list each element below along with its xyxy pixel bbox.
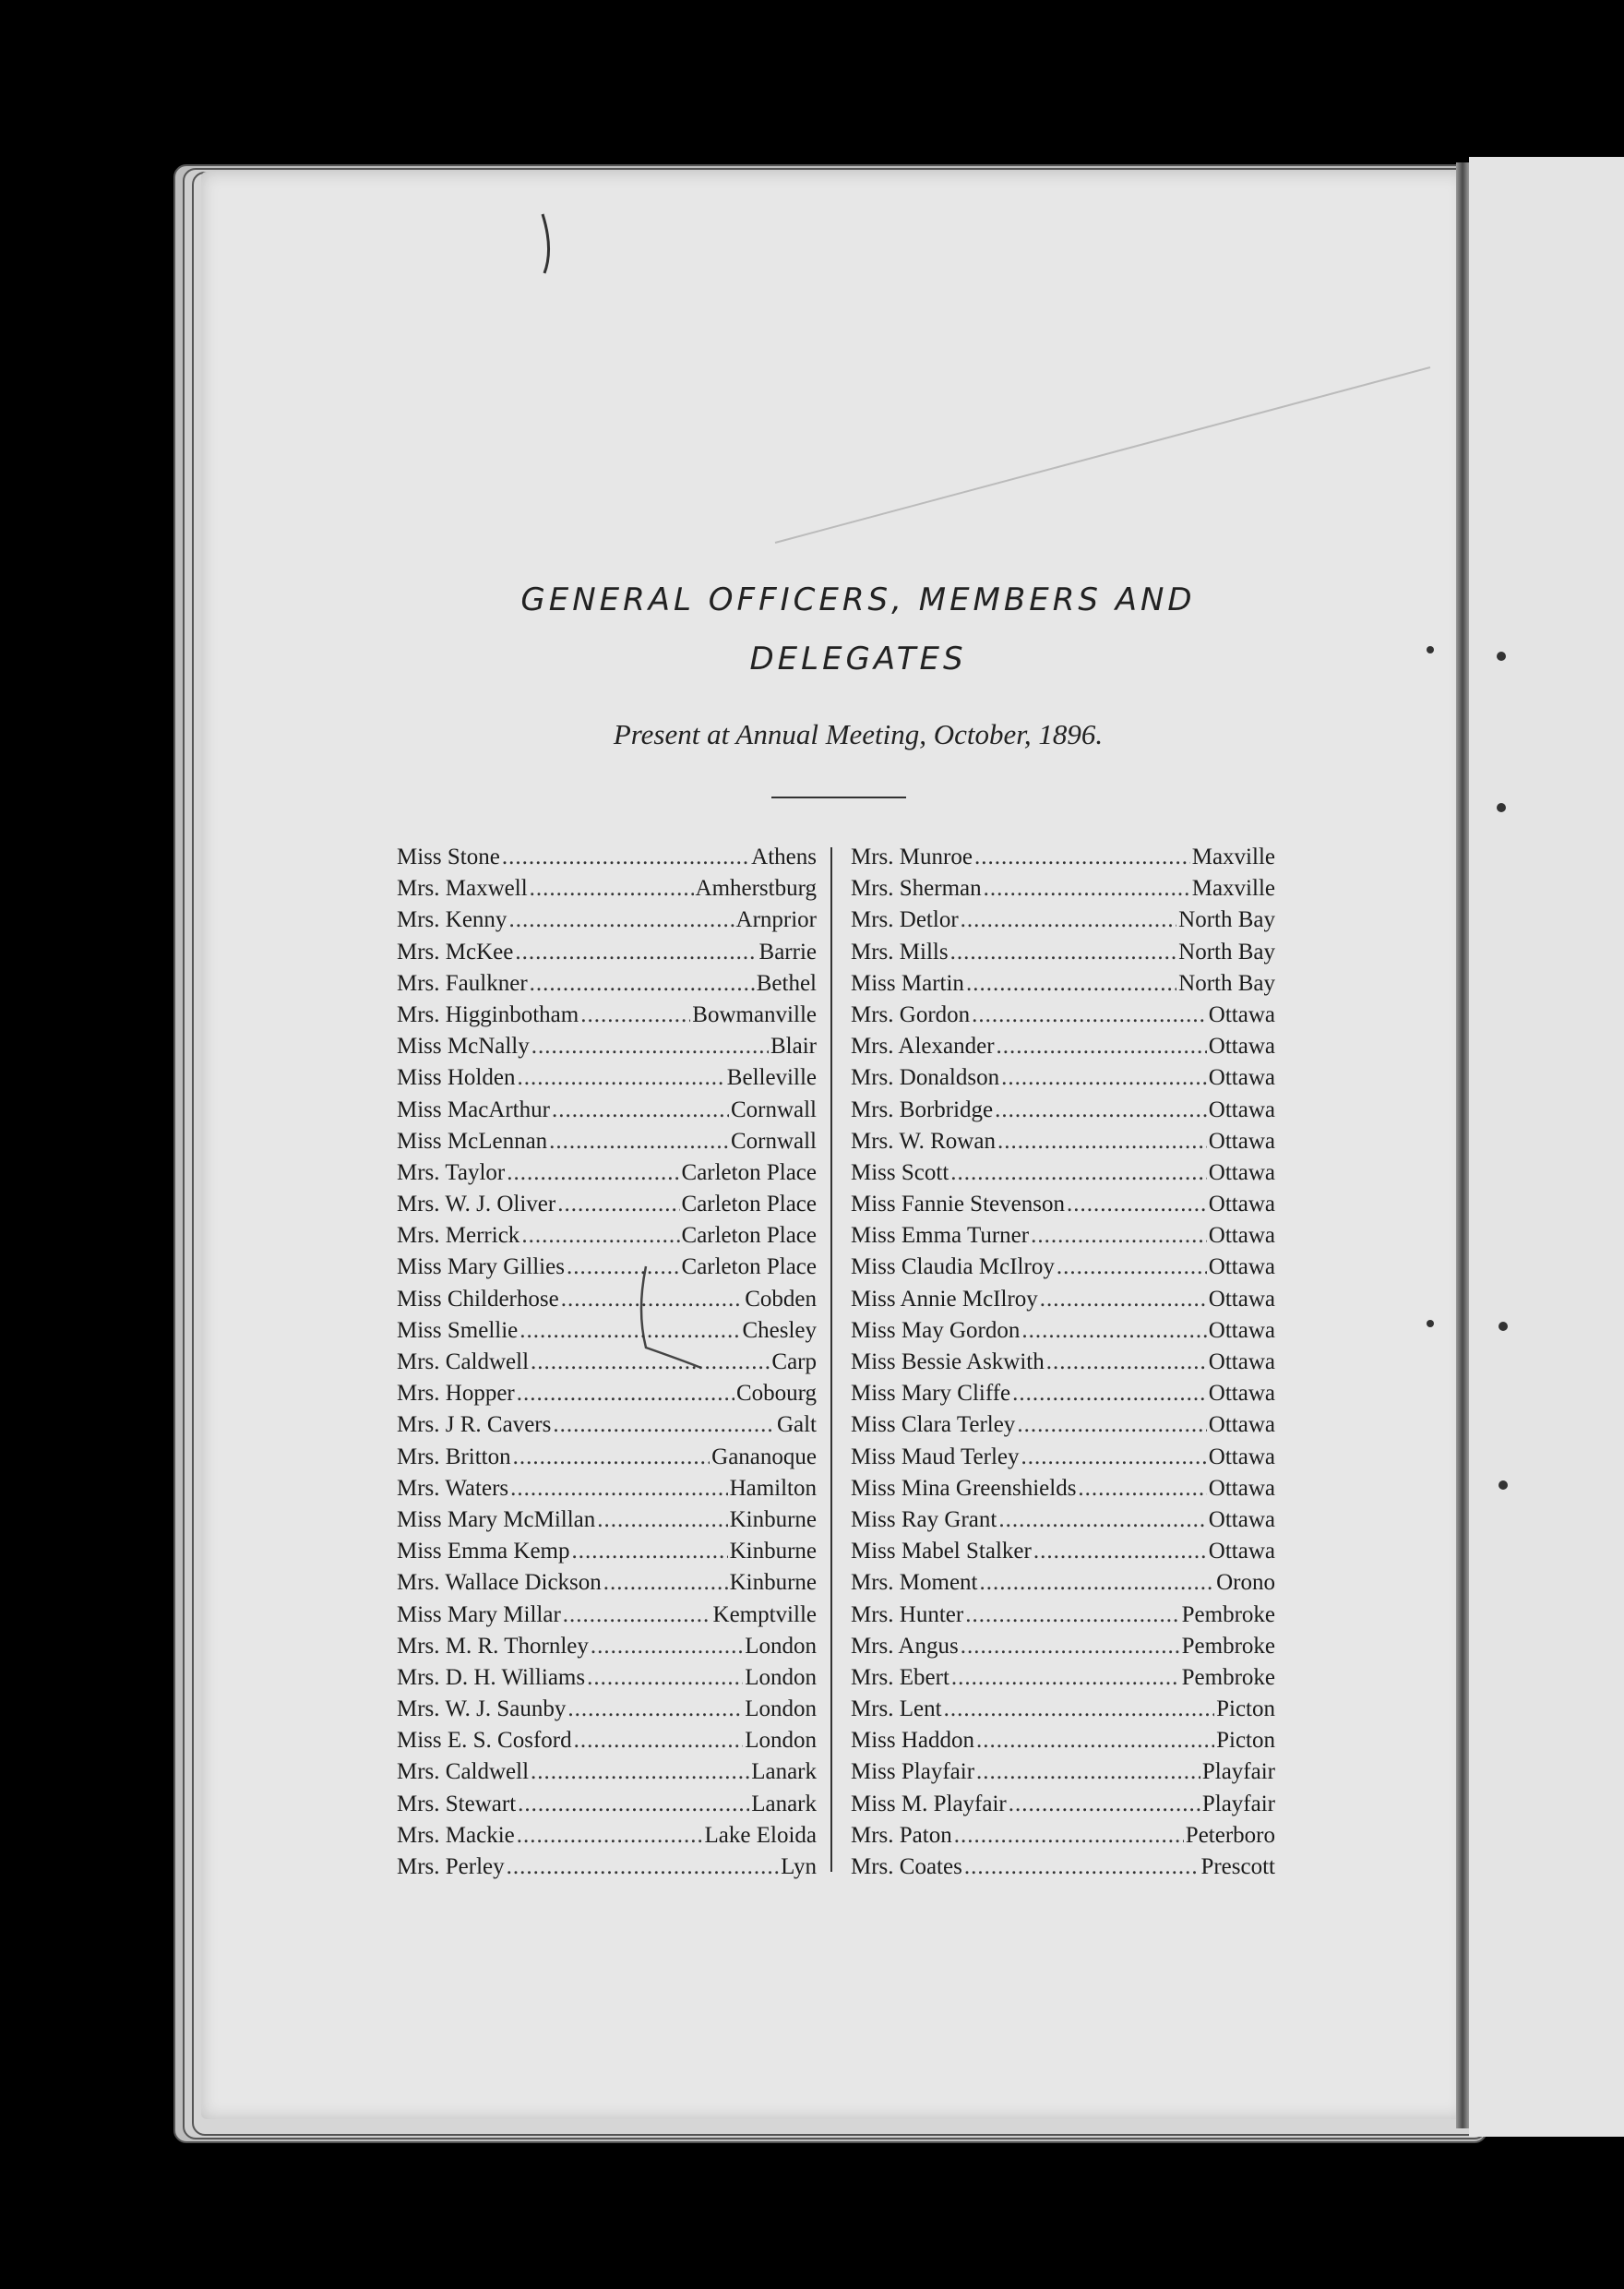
list-item (397, 1126, 817, 1157)
dot-leader (1012, 1378, 1207, 1409)
dot-leader (1040, 1284, 1207, 1315)
member-place: Galt (776, 1412, 817, 1438)
member-name: Mrs. Britton (397, 1444, 511, 1469)
dot-leader (1067, 1189, 1207, 1220)
member-place: Cobourg (735, 1381, 817, 1407)
member-name: Mrs. Kenny (397, 907, 508, 933)
list-item (397, 1000, 817, 1031)
dot-leader (530, 968, 755, 1000)
member-name: Miss McLennan (397, 1128, 548, 1154)
dot-leader (944, 1694, 1214, 1725)
list-item (397, 1600, 817, 1631)
member-name: Miss Mary Gillies (397, 1254, 565, 1280)
dot-leader (972, 1000, 1207, 1031)
list-item (851, 1820, 1275, 1852)
dot-leader (531, 1031, 769, 1062)
member-place: Chesley (742, 1317, 817, 1343)
member-place: Lake Eloida (704, 1822, 817, 1848)
dot-leader (966, 968, 1176, 1000)
facing-page-edge (1469, 157, 1624, 2137)
list-item (851, 937, 1275, 968)
member-place: Bethel (756, 970, 817, 996)
member-place: Carleton Place (681, 1254, 817, 1280)
member-name: Mrs. Paton (851, 1822, 952, 1848)
member-name: Mrs. Alexander (851, 1034, 995, 1060)
member-name: Miss Annie McIlroy (851, 1286, 1038, 1312)
list-item (851, 1725, 1275, 1756)
member-place: Playfair (1201, 1759, 1275, 1785)
dot-leader (976, 1725, 1214, 1756)
dot-leader (572, 1536, 728, 1567)
list-item (397, 1694, 817, 1725)
list-item (397, 1095, 817, 1126)
member-name: Mrs. D. H. Williams (397, 1664, 586, 1690)
member-place: Carp (771, 1349, 817, 1374)
list-item (397, 1536, 817, 1567)
member-name: Mrs. Waters (397, 1475, 509, 1501)
member-place: Hamilton (729, 1475, 817, 1501)
list-item (851, 968, 1275, 1000)
member-name: Miss Fannie Stevenson (851, 1192, 1065, 1217)
member-place: Peterboro (1185, 1822, 1275, 1848)
page-title-line-1: GENERAL OFFICERS, MEMBERS AND (520, 581, 1196, 618)
list-item (851, 1189, 1275, 1220)
list-item (851, 1252, 1275, 1283)
dot-leader (531, 1347, 770, 1378)
member-place: Ottawa (1208, 1349, 1275, 1374)
member-name: Mrs. Maxwell (397, 876, 528, 902)
member-name: Mrs. J R. Cavers (397, 1412, 552, 1438)
member-place: Picton (1216, 1696, 1275, 1722)
dot-leader (976, 1756, 1200, 1788)
list-item (851, 1157, 1275, 1189)
dot-leader (530, 873, 694, 905)
member-place: Cornwall (730, 1128, 817, 1154)
list-item (851, 1852, 1275, 1883)
member-place: Gananoque (711, 1444, 817, 1469)
dot-leader (974, 842, 1190, 873)
dot-leader (580, 1000, 690, 1031)
member-name: Mrs. Detlor (851, 907, 959, 933)
list-item (851, 1504, 1275, 1536)
member-place: Lyn (781, 1854, 817, 1879)
page-title-line-2: DELEGATES (749, 641, 967, 677)
member-name: Miss Mary McMillan (397, 1506, 596, 1532)
member-name: Miss Stone (397, 845, 500, 869)
dot-leader (563, 1600, 711, 1631)
member-place: Prescott (1200, 1854, 1275, 1879)
column-divider (830, 847, 832, 1872)
dot-leader (961, 905, 1176, 936)
member-place: London (745, 1664, 817, 1690)
member-place: Ottawa (1208, 1223, 1275, 1249)
dot-leader (502, 842, 749, 873)
member-name: Mrs. Faulkner (397, 970, 528, 996)
dot-leader (517, 1820, 703, 1852)
member-place: Bowmanville (692, 1001, 817, 1027)
dot-leader (518, 1789, 749, 1820)
list-item (397, 842, 817, 873)
member-place: Ottawa (1208, 1286, 1275, 1312)
dot-leader (521, 1220, 679, 1252)
dot-leader (950, 1157, 1207, 1189)
dot-leader (1033, 1536, 1207, 1567)
list-item (851, 1095, 1275, 1126)
list-item (397, 968, 817, 1000)
list-item (397, 1284, 817, 1315)
member-place: Amherstburg (695, 876, 817, 902)
dot-leader (980, 1567, 1215, 1599)
dot-leader (567, 1252, 680, 1283)
dot-leader (1057, 1252, 1207, 1283)
dot-leader (553, 1409, 775, 1441)
member-name: Miss Smellie (397, 1317, 519, 1343)
dot-leader (591, 1631, 743, 1662)
member-name: Miss Holden (397, 1065, 516, 1091)
member-place: London (745, 1728, 817, 1754)
list-item (397, 1442, 817, 1473)
list-item (397, 1347, 817, 1378)
member-place: London (745, 1696, 817, 1722)
list-item (851, 1000, 1275, 1031)
list-item (851, 1347, 1275, 1378)
dot-leader (552, 1095, 729, 1126)
member-name: Mrs. Mackie (397, 1822, 515, 1848)
dot-leader (1021, 1442, 1207, 1473)
member-name: Mrs. Hopper (397, 1381, 515, 1407)
list-item (397, 1252, 817, 1283)
dot-leader (507, 1157, 679, 1189)
member-place: Ottawa (1208, 1128, 1275, 1154)
member-place: Blair (770, 1034, 817, 1060)
list-item (397, 1315, 817, 1347)
member-name: Miss Scott (851, 1159, 949, 1185)
member-place: Ottawa (1208, 1444, 1275, 1469)
list-item (851, 1694, 1275, 1725)
member-name: Miss Martin (851, 970, 964, 996)
dot-leader (1001, 1062, 1207, 1094)
member-name: Miss Playfair (851, 1759, 975, 1785)
dot-leader (1031, 1220, 1207, 1252)
dot-leader (574, 1725, 744, 1756)
member-name: Miss Claudia McIlroy (851, 1254, 1055, 1280)
list-item (397, 1756, 817, 1788)
member-place: Arnprior (735, 907, 817, 933)
dot-leader (513, 1442, 710, 1473)
dot-leader (964, 1852, 1200, 1883)
member-name: Miss Mary Cliffe (851, 1381, 1011, 1407)
dot-leader (531, 1756, 749, 1788)
member-place: Picton (1216, 1728, 1275, 1754)
member-place: North Bay (1178, 907, 1275, 933)
dot-leader (519, 1315, 740, 1347)
member-place: Lanark (751, 1791, 817, 1816)
member-place: North Bay (1178, 939, 1275, 965)
member-place: Carleton Place (681, 1192, 817, 1217)
list-item (851, 1284, 1275, 1315)
dot-leader (1009, 1789, 1200, 1820)
list-item (851, 1567, 1275, 1599)
member-place: Pembroke (1181, 1664, 1275, 1690)
list-item (397, 905, 817, 936)
list-item (397, 1409, 817, 1441)
list-item (397, 937, 817, 968)
list-item (851, 1662, 1275, 1694)
list-item (851, 1062, 1275, 1094)
list-item (851, 1031, 1275, 1062)
list-item (397, 1852, 817, 1883)
member-name: Miss Ray Grant (851, 1506, 997, 1532)
dot-leader (510, 1473, 727, 1504)
dot-leader (1046, 1347, 1207, 1378)
member-name: Miss Mabel Stalker (851, 1539, 1032, 1564)
member-name: Mrs. Donaldson (851, 1065, 1000, 1091)
member-name: Mrs. Caldwell (397, 1759, 530, 1785)
member-name: Miss MacArthur (397, 1097, 550, 1122)
member-place: Cobden (745, 1286, 817, 1312)
member-name: Mrs. Hunter (851, 1601, 964, 1627)
member-place: Lanark (751, 1759, 817, 1785)
dot-leader (561, 1284, 744, 1315)
member-list-left (397, 842, 817, 1883)
member-place: Orono (1216, 1570, 1275, 1596)
member-name: Mrs. Ebert (851, 1664, 949, 1690)
member-place: Maxville (1191, 876, 1275, 902)
list-item (851, 1473, 1275, 1504)
list-item (851, 1789, 1275, 1820)
list-item (397, 1631, 817, 1662)
member-name: Mrs. Mills (851, 939, 949, 965)
list-item (397, 1662, 817, 1694)
member-name: Mrs. Caldwell (397, 1349, 530, 1374)
dot-leader (961, 1631, 1180, 1662)
dot-leader (549, 1126, 729, 1157)
member-name: Mrs. Taylor (397, 1159, 506, 1185)
member-place: Belleville (726, 1065, 817, 1091)
dot-leader (951, 1662, 1180, 1694)
dot-leader (557, 1189, 679, 1220)
member-name: Mrs. Moment (851, 1570, 978, 1596)
member-name: Mrs. Merrick (397, 1223, 520, 1249)
dot-leader (1021, 1315, 1206, 1347)
member-name: Mrs. McKee (397, 939, 514, 965)
list-item (397, 873, 817, 905)
ink-spot (1427, 1320, 1434, 1327)
member-name: Miss Emma Turner (851, 1223, 1030, 1249)
dot-leader (508, 905, 734, 936)
ink-spot (1497, 803, 1506, 812)
list-item (397, 1157, 817, 1189)
document-page (201, 172, 1465, 2119)
list-item (397, 1789, 817, 1820)
member-name: Mrs. Munroe (851, 845, 973, 869)
member-place: Ottawa (1208, 1412, 1275, 1438)
dot-leader (995, 1095, 1207, 1126)
list-item (851, 842, 1275, 873)
member-place: Ottawa (1208, 1159, 1275, 1185)
dot-leader (567, 1694, 743, 1725)
list-item (397, 1504, 817, 1536)
member-place: Carleton Place (681, 1159, 817, 1185)
member-name: Miss Emma Kemp (397, 1539, 570, 1564)
ink-spot (1499, 1480, 1508, 1490)
list-item (851, 1409, 1275, 1441)
list-item (397, 1378, 817, 1409)
member-name: Mrs. W. J. Saunby (397, 1696, 567, 1722)
dot-leader (950, 937, 1177, 968)
member-name: Miss Maud Terley (851, 1444, 1020, 1469)
dot-leader (517, 1062, 724, 1094)
member-place: Ottawa (1208, 1192, 1275, 1217)
list-item (397, 1473, 817, 1504)
dot-leader (587, 1662, 743, 1694)
member-place: Ottawa (1208, 1065, 1275, 1091)
member-place: Kinburne (729, 1570, 817, 1596)
member-name: Miss May Gordon (851, 1317, 1021, 1343)
list-item (851, 1756, 1275, 1788)
ink-spot (1499, 1322, 1508, 1331)
member-name: Mrs. M. R. Thornley (397, 1633, 589, 1659)
member-place: Barrie (758, 939, 817, 965)
list-item (397, 1725, 817, 1756)
member-place: Kinburne (729, 1539, 817, 1564)
member-name: Mrs. W. Rowan (851, 1128, 996, 1154)
list-item (851, 1536, 1275, 1567)
member-place: Ottawa (1208, 1506, 1275, 1532)
list-item (851, 1126, 1275, 1157)
member-name: Miss McNally (397, 1034, 530, 1060)
page-subtitle: Present at Annual Meeting, October, 1896. (613, 718, 1104, 750)
member-place: Ottawa (1208, 1475, 1275, 1501)
member-name: Miss Clara Terley (851, 1412, 1016, 1438)
member-name: Miss E. S. Cosford (397, 1728, 572, 1754)
list-item (397, 1189, 817, 1220)
member-name: Miss Haddon (851, 1728, 975, 1754)
book-gutter (1456, 162, 1469, 2128)
dot-leader (1078, 1473, 1206, 1504)
member-name: Mrs. Borbridge (851, 1097, 994, 1122)
member-place: Ottawa (1208, 1317, 1275, 1343)
list-item (851, 1378, 1275, 1409)
dot-leader (984, 873, 1190, 905)
member-place: Pembroke (1181, 1601, 1275, 1627)
member-name: Miss Mina Greenshields (851, 1475, 1077, 1501)
member-list-right (851, 842, 1275, 1883)
member-place: Ottawa (1208, 1034, 1275, 1060)
title-rule (771, 797, 906, 798)
dot-leader (603, 1567, 728, 1599)
list-item (851, 905, 1275, 936)
member-name: Mrs. Coates (851, 1854, 962, 1879)
member-place: North Bay (1178, 970, 1275, 996)
list-item (851, 1600, 1275, 1631)
dot-leader (997, 1126, 1207, 1157)
member-name: Mrs. Higginbotham (397, 1001, 579, 1027)
member-name: Mrs. Stewart (397, 1791, 517, 1816)
member-name: Mrs. Lent (851, 1696, 942, 1722)
member-place: Playfair (1201, 1791, 1275, 1816)
member-place: Ottawa (1208, 1254, 1275, 1280)
list-item (851, 1442, 1275, 1473)
dot-leader (997, 1031, 1207, 1062)
list-item (397, 1031, 817, 1062)
member-name: Mrs. Wallace Dickson (397, 1570, 602, 1596)
dot-leader (965, 1600, 1179, 1631)
member-place: Pembroke (1181, 1633, 1275, 1659)
dot-leader (515, 937, 757, 968)
list-item (397, 1220, 817, 1252)
member-place: Cornwall (730, 1097, 817, 1122)
list-item (851, 873, 1275, 905)
ink-spot (1497, 652, 1506, 661)
list-item (397, 1820, 817, 1852)
list-item (851, 1631, 1275, 1662)
member-place: Kinburne (729, 1506, 817, 1532)
member-name: Mrs. Sherman (851, 876, 982, 902)
dot-leader (507, 1852, 779, 1883)
member-place: Kemptville (712, 1601, 817, 1627)
dot-leader (597, 1504, 727, 1536)
member-place: Carleton Place (681, 1223, 817, 1249)
member-name: Mrs. Gordon (851, 1001, 971, 1027)
dot-leader (998, 1504, 1206, 1536)
member-name: Mrs. Perley (397, 1854, 505, 1879)
member-place: Athens (751, 845, 817, 869)
list-item (397, 1567, 817, 1599)
member-name: Mrs. W. J. Oliver (397, 1192, 556, 1217)
list-item (397, 1062, 817, 1094)
member-place: Ottawa (1208, 1001, 1275, 1027)
member-place: Ottawa (1208, 1539, 1275, 1564)
member-name: Miss Mary Millar (397, 1601, 561, 1627)
list-item (851, 1315, 1275, 1347)
member-name: Miss M. Playfair (851, 1791, 1007, 1816)
member-place: Ottawa (1208, 1097, 1275, 1122)
member-place: London (745, 1633, 817, 1659)
member-place: Ottawa (1208, 1381, 1275, 1407)
dot-leader (954, 1820, 1184, 1852)
member-name: Mrs. Angus (851, 1633, 959, 1659)
member-name: Miss Childerhose (397, 1286, 559, 1312)
ink-spot (1427, 646, 1434, 653)
dot-leader (517, 1378, 734, 1409)
member-place: Maxville (1191, 845, 1275, 869)
list-item (851, 1220, 1275, 1252)
dot-leader (1017, 1409, 1206, 1441)
member-name: Miss Bessie Askwith (851, 1349, 1045, 1374)
